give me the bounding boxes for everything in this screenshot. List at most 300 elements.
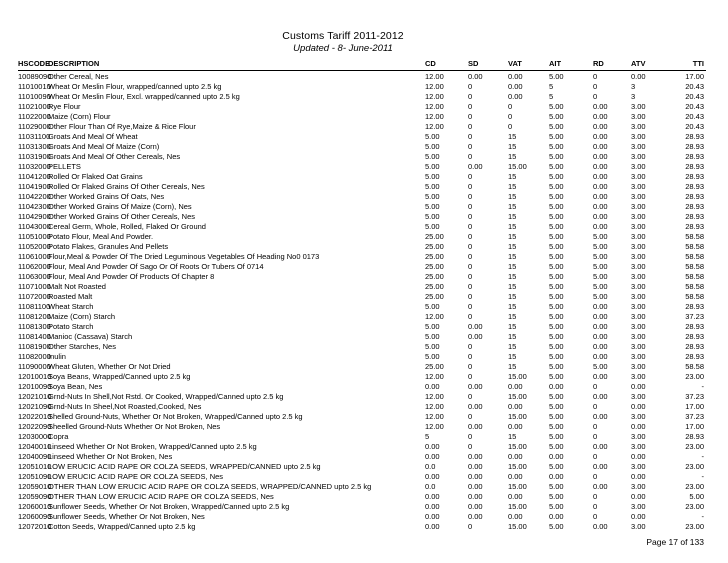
tti-cell: 5.00 bbox=[689, 492, 704, 501]
description-cell: Other Worked Grains Of Oats, Nes bbox=[48, 192, 165, 201]
description-cell: Sunflower Seeds, Whether Or Not Broken, Wrapped/Canned upto 2.5 kg bbox=[48, 502, 290, 511]
col-header-cd: CD bbox=[425, 58, 468, 71]
rd-cell: 0.00 bbox=[593, 412, 608, 421]
table-row bbox=[18, 492, 706, 502]
atv-cell: 3.00 bbox=[631, 322, 646, 331]
atv-cell: 0.00 bbox=[631, 492, 646, 501]
atv-cell: 3.00 bbox=[631, 362, 646, 371]
rd-cell: 0.00 bbox=[593, 142, 608, 151]
table-row bbox=[18, 422, 706, 432]
sd-cell: 0 bbox=[468, 522, 473, 531]
tti-cell: 28.93 bbox=[685, 142, 704, 151]
hscode-cell: 11042900 bbox=[18, 212, 51, 221]
hscode-cell: 11072000 bbox=[18, 292, 51, 301]
vat-cell: 15.00 bbox=[508, 392, 527, 401]
ait-cell: 5.00 bbox=[549, 332, 564, 341]
rd-cell: 0 bbox=[593, 82, 598, 91]
tariff-table-body bbox=[18, 71, 706, 533]
atv-cell: 3.00 bbox=[631, 192, 646, 201]
description-cell: Groats And Meal Of Other Cereals, Nes bbox=[48, 152, 181, 161]
hscode-cell: 11052000 bbox=[18, 242, 51, 251]
sd-cell: 0.00 bbox=[468, 462, 483, 471]
sd-cell: 0 bbox=[468, 312, 473, 321]
vat-cell: 15 bbox=[508, 182, 517, 191]
atv-cell: 3.00 bbox=[631, 152, 646, 161]
table-row bbox=[18, 212, 706, 222]
tti-cell: 28.93 bbox=[685, 222, 704, 231]
tti-cell: 28.93 bbox=[685, 352, 704, 361]
description-cell: Other Cereal, Nes bbox=[48, 72, 109, 81]
tti-cell: 58.58 bbox=[685, 362, 704, 371]
ait-cell: 5.00 bbox=[549, 492, 564, 501]
sd-cell: 0 bbox=[468, 262, 473, 271]
cd-cell: 5.00 bbox=[425, 132, 440, 141]
sd-cell: 0.00 bbox=[468, 382, 483, 391]
tti-cell: 58.58 bbox=[685, 232, 704, 241]
tti-cell: 23.00 bbox=[685, 502, 704, 511]
tti-cell: 58.58 bbox=[685, 282, 704, 291]
rd-cell: 0.00 bbox=[593, 172, 608, 181]
tti-cell: 58.58 bbox=[685, 252, 704, 261]
ait-cell: 5.00 bbox=[549, 152, 564, 161]
table-row bbox=[18, 302, 706, 312]
cd-cell: 0.00 bbox=[425, 492, 440, 501]
vat-cell: 15.00 bbox=[508, 522, 527, 531]
ait-cell: 5.00 bbox=[549, 162, 564, 171]
atv-cell: 3.00 bbox=[631, 342, 646, 351]
ait-cell: 5.00 bbox=[549, 342, 564, 351]
tti-cell: - bbox=[701, 512, 704, 521]
tti-cell: 28.93 bbox=[685, 132, 704, 141]
ait-cell: 5.00 bbox=[549, 352, 564, 361]
table-row bbox=[18, 502, 706, 512]
vat-cell: 15.00 bbox=[508, 412, 527, 421]
sd-cell: 0 bbox=[468, 352, 473, 361]
rd-cell: 0.00 bbox=[593, 132, 608, 141]
rd-cell: 0 bbox=[593, 92, 598, 101]
col-header-rd: RD bbox=[593, 58, 631, 71]
hscode-cell: 12059090 bbox=[18, 492, 52, 501]
sd-cell: 0 bbox=[468, 362, 473, 371]
vat-cell: 15.00 bbox=[508, 502, 527, 511]
table-row bbox=[18, 142, 706, 152]
ait-cell: 5.00 bbox=[549, 432, 564, 441]
sd-cell: 0 bbox=[468, 212, 473, 221]
cd-cell: 25.00 bbox=[425, 262, 444, 271]
hscode-cell: 11022000 bbox=[18, 112, 51, 121]
cd-cell: 5.00 bbox=[425, 192, 440, 201]
tti-cell: 23.00 bbox=[685, 372, 704, 381]
atv-cell: 3.00 bbox=[631, 182, 646, 191]
hscode-cell: 11071000 bbox=[18, 282, 51, 291]
atv-cell: 3 bbox=[631, 82, 636, 91]
tti-cell: 28.93 bbox=[685, 162, 704, 171]
cd-cell: 12.00 bbox=[425, 122, 444, 131]
tti-cell: 20.43 bbox=[685, 102, 704, 111]
sd-cell: 0 bbox=[468, 302, 473, 311]
tti-cell: 37.23 bbox=[685, 392, 704, 401]
table-row bbox=[18, 312, 706, 322]
atv-cell: 3.00 bbox=[631, 212, 646, 221]
hscode-cell: 12051090 bbox=[18, 472, 52, 481]
description-cell: Other Worked Grains Of Other Cereals, Nes bbox=[48, 212, 195, 221]
hscode-cell: 10089090 bbox=[18, 72, 52, 81]
cd-cell: 25.00 bbox=[425, 232, 444, 241]
tti-cell: 37.23 bbox=[685, 312, 704, 321]
atv-cell: 3.00 bbox=[631, 372, 646, 381]
ait-cell: 5.00 bbox=[549, 72, 564, 81]
sd-cell: 0.00 bbox=[468, 472, 483, 481]
vat-cell: 15 bbox=[508, 142, 517, 151]
atv-cell: 3.00 bbox=[631, 392, 646, 401]
vat-cell: 15.00 bbox=[508, 482, 527, 491]
description-cell: Rye Flour bbox=[48, 102, 81, 111]
cd-cell: 5.00 bbox=[425, 172, 440, 181]
ait-cell: 5.00 bbox=[549, 262, 564, 271]
atv-cell: 3.00 bbox=[631, 462, 646, 471]
hscode-cell: 11010090 bbox=[18, 92, 51, 101]
rd-cell: 0 bbox=[593, 422, 598, 431]
table-row bbox=[18, 292, 706, 302]
hscode-cell: 12040010 bbox=[18, 442, 52, 451]
vat-cell: 15.00 bbox=[508, 442, 527, 451]
ait-cell: 5.00 bbox=[549, 222, 564, 231]
table-row bbox=[18, 482, 706, 492]
table-row bbox=[18, 472, 706, 482]
description-cell: Maize (Corn) Flour bbox=[48, 112, 111, 121]
sd-cell: 0 bbox=[468, 252, 473, 261]
table-row bbox=[18, 232, 706, 242]
hscode-cell: 11031300 bbox=[18, 142, 51, 151]
tti-cell: 28.93 bbox=[685, 152, 704, 161]
hscode-cell: 11021000 bbox=[18, 102, 51, 111]
ait-cell: 5.00 bbox=[549, 462, 564, 471]
cd-cell: 12.00 bbox=[425, 372, 444, 381]
atv-cell: 3.00 bbox=[631, 272, 646, 281]
ait-cell: 5.00 bbox=[549, 272, 564, 281]
sd-cell: 0.00 bbox=[468, 402, 483, 411]
rd-cell: 0.00 bbox=[593, 312, 608, 321]
atv-cell: 3.00 bbox=[631, 112, 646, 121]
atv-cell: 3.00 bbox=[631, 252, 646, 261]
description-cell: Rolled Or Flaked Grains Of Other Cereals, Nes bbox=[48, 182, 205, 191]
cd-cell: 0.00 bbox=[425, 442, 440, 451]
rd-cell: 0.00 bbox=[593, 332, 608, 341]
col-header-tti: TTI bbox=[666, 58, 706, 71]
vat-cell: 0.00 bbox=[508, 492, 523, 501]
table-row bbox=[18, 262, 706, 272]
description-cell: Potato Flakes, Granules And Pellets bbox=[48, 242, 169, 251]
ait-cell: 0.00 bbox=[549, 512, 564, 521]
tti-cell: 28.93 bbox=[685, 192, 704, 201]
ait-cell: 5.00 bbox=[549, 522, 564, 531]
cd-cell: 5 bbox=[425, 432, 430, 441]
description-cell: Inulin bbox=[48, 352, 66, 361]
vat-cell: 0 bbox=[508, 122, 513, 131]
sd-cell: 0 bbox=[468, 272, 473, 281]
vat-cell: 0.00 bbox=[508, 82, 523, 91]
vat-cell: 0.00 bbox=[508, 72, 523, 81]
cd-cell: 5.00 bbox=[425, 342, 440, 351]
table-row bbox=[18, 172, 706, 182]
description-cell: Other Worked Grains Of Maize (Corn), Nes bbox=[48, 202, 192, 211]
page-subtitle: Updated - 8- June-2011 bbox=[293, 43, 393, 54]
vat-cell: 15 bbox=[508, 242, 517, 251]
atv-cell: 3.00 bbox=[631, 332, 646, 341]
cd-cell: 5.00 bbox=[425, 202, 440, 211]
tti-cell: 28.93 bbox=[685, 322, 704, 331]
tti-cell: 28.93 bbox=[685, 172, 704, 181]
vat-cell: 15 bbox=[508, 302, 517, 311]
hscode-cell: 12040090 bbox=[18, 452, 52, 461]
page-number: Page 17 of 133 bbox=[646, 537, 704, 547]
sd-cell: 0 bbox=[468, 132, 473, 141]
col-header-description: DESCRIPTION bbox=[48, 58, 425, 71]
hscode-cell: 11029000 bbox=[18, 122, 51, 131]
sd-cell: 0 bbox=[468, 342, 473, 351]
hscode-cell: 11081300 bbox=[18, 322, 51, 331]
rd-cell: 0.00 bbox=[593, 162, 608, 171]
sd-cell: 0.00 bbox=[468, 332, 483, 341]
atv-cell: 3.00 bbox=[631, 302, 646, 311]
table-row bbox=[18, 282, 706, 292]
rd-cell: 5.00 bbox=[593, 252, 608, 261]
col-header-hscode: HSCODE bbox=[18, 58, 48, 71]
table-header-row bbox=[18, 58, 706, 71]
description-cell: Other Starches, Nes bbox=[48, 342, 116, 351]
rd-cell: 0.00 bbox=[593, 322, 608, 331]
vat-cell: 0.00 bbox=[508, 452, 523, 461]
cd-cell: 25.00 bbox=[425, 252, 444, 261]
tti-cell: - bbox=[701, 472, 704, 481]
description-cell: OTHER THAN LOW ERUCIC ACID RAPE OR COLZA SEEDS, Nes bbox=[48, 492, 274, 501]
description-cell: Groats And Meal Of Maize (Corn) bbox=[48, 142, 160, 151]
rd-cell: 5.00 bbox=[593, 262, 608, 271]
vat-cell: 15 bbox=[508, 352, 517, 361]
sd-cell: 0 bbox=[468, 122, 473, 131]
rd-cell: 0.00 bbox=[593, 342, 608, 351]
vat-cell: 15 bbox=[508, 222, 517, 231]
ait-cell: 5.00 bbox=[549, 182, 564, 191]
description-cell: Wheat Or Meslin Flour, Excl. wrapped/canned upto 2.5 kg bbox=[48, 92, 240, 101]
sd-cell: 0 bbox=[468, 412, 473, 421]
vat-cell: 15 bbox=[508, 292, 517, 301]
table-row bbox=[18, 462, 706, 472]
vat-cell: 15 bbox=[508, 202, 517, 211]
hscode-cell: 11061000 bbox=[18, 252, 51, 261]
tti-cell: 20.43 bbox=[685, 92, 704, 101]
rd-cell: 0 bbox=[593, 502, 598, 511]
description-cell: Maize (Corn) Starch bbox=[48, 312, 116, 321]
cd-cell: 12.00 bbox=[425, 422, 444, 431]
description-cell: Potato Flour, Meal And Powder. bbox=[48, 232, 154, 241]
tti-cell: 23.00 bbox=[685, 482, 704, 491]
table-row bbox=[18, 92, 706, 102]
sd-cell: 0 bbox=[468, 202, 473, 211]
sd-cell: 0 bbox=[468, 102, 473, 111]
vat-cell: 15 bbox=[508, 262, 517, 271]
tti-cell: 28.93 bbox=[685, 302, 704, 311]
description-cell: Sunflower Seeds, Whether Or Not Broken, Nes bbox=[48, 512, 205, 521]
table-row bbox=[18, 71, 706, 83]
sd-cell: 0 bbox=[468, 282, 473, 291]
atv-cell: 3.00 bbox=[631, 312, 646, 321]
rd-cell: 0.00 bbox=[593, 212, 608, 221]
sd-cell: 0 bbox=[468, 432, 473, 441]
ait-cell: 0.00 bbox=[549, 452, 564, 461]
hscode-cell: 11042300 bbox=[18, 202, 51, 211]
sd-cell: 0 bbox=[468, 232, 473, 241]
hscode-cell: 12022010 bbox=[18, 412, 52, 421]
sd-cell: 0 bbox=[468, 82, 473, 91]
sd-cell: 0.00 bbox=[468, 162, 483, 171]
cd-cell: 12.00 bbox=[425, 312, 444, 321]
atv-cell: 3.00 bbox=[631, 352, 646, 361]
tti-cell: 23.00 bbox=[685, 462, 704, 471]
hscode-cell: 12051010 bbox=[18, 462, 52, 471]
vat-cell: 15.00 bbox=[508, 372, 527, 381]
table-row bbox=[18, 362, 706, 372]
description-cell: Rolled Or Flaked Oat Grains bbox=[48, 172, 143, 181]
tti-cell: 23.00 bbox=[685, 442, 704, 451]
description-cell: Grnd-Nuts In Sheel,Not Roasted,Cooked, Nes bbox=[48, 402, 202, 411]
cd-cell: 0.00 bbox=[425, 512, 440, 521]
atv-cell: 3.00 bbox=[631, 242, 646, 251]
cd-cell: 25.00 bbox=[425, 242, 444, 251]
rd-cell: 0.00 bbox=[593, 442, 608, 451]
hscode-cell: 12021090 bbox=[18, 402, 52, 411]
sd-cell: 0 bbox=[468, 192, 473, 201]
tti-cell: 28.93 bbox=[685, 342, 704, 351]
tti-cell: 28.93 bbox=[685, 332, 704, 341]
atv-cell: 3.00 bbox=[631, 522, 646, 531]
hscode-cell: 11051000 bbox=[18, 232, 51, 241]
tti-cell: 28.93 bbox=[685, 202, 704, 211]
hscode-cell: 12072010 bbox=[18, 522, 52, 531]
vat-cell: 15 bbox=[508, 232, 517, 241]
rd-cell: 0.00 bbox=[593, 522, 608, 531]
vat-cell: 0.00 bbox=[508, 512, 523, 521]
ait-cell: 5.00 bbox=[549, 102, 564, 111]
rd-cell: 0.00 bbox=[593, 462, 608, 471]
hscode-cell: 12060090 bbox=[18, 512, 52, 521]
hscode-cell: 11081400 bbox=[18, 332, 51, 341]
ait-cell: 5.00 bbox=[549, 372, 564, 381]
vat-cell: 15 bbox=[508, 212, 517, 221]
table-row bbox=[18, 392, 706, 402]
vat-cell: 15 bbox=[508, 172, 517, 181]
description-cell: Sheelled Ground-Nuts Whether Or Not Broken, Nes bbox=[48, 422, 221, 431]
vat-cell: 15 bbox=[508, 272, 517, 281]
cd-cell: 5.00 bbox=[425, 332, 440, 341]
page-title: Customs Tariff 2011-2012 bbox=[282, 30, 404, 42]
description-cell: Other Flour Than Of Rye,Maize & Rice Flour bbox=[48, 122, 196, 131]
ait-cell: 5 bbox=[549, 82, 554, 91]
hscode-cell: 11041900 bbox=[18, 182, 51, 191]
rd-cell: 5.00 bbox=[593, 272, 608, 281]
atv-cell: 0.00 bbox=[631, 452, 646, 461]
vat-cell: 0.00 bbox=[508, 382, 523, 391]
atv-cell: 3.00 bbox=[631, 282, 646, 291]
sd-cell: 0.00 bbox=[468, 422, 483, 431]
rd-cell: 5.00 bbox=[593, 232, 608, 241]
rd-cell: 0.00 bbox=[593, 122, 608, 131]
tti-cell: - bbox=[701, 382, 704, 391]
hscode-cell: 11082000 bbox=[18, 352, 51, 361]
sd-cell: 0 bbox=[468, 182, 473, 191]
hscode-cell: 12021010 bbox=[18, 392, 52, 401]
description-cell: PELLETS bbox=[48, 162, 81, 171]
cd-cell: 12.00 bbox=[425, 402, 444, 411]
description-cell: Cotton Seeds, Wrapped/Canned upto 2.5 kg bbox=[48, 522, 196, 531]
rd-cell: 0.00 bbox=[593, 372, 608, 381]
atv-cell: 3.00 bbox=[631, 162, 646, 171]
table-row bbox=[18, 112, 706, 122]
rd-cell: 0.00 bbox=[593, 152, 608, 161]
cd-cell: 25.00 bbox=[425, 292, 444, 301]
table-row bbox=[18, 332, 706, 342]
hscode-cell: 11090000 bbox=[18, 362, 51, 371]
rd-cell: 5.00 bbox=[593, 362, 608, 371]
ait-cell: 5.00 bbox=[549, 392, 564, 401]
sd-cell: 0 bbox=[468, 172, 473, 181]
col-header-vat: VAT bbox=[508, 58, 549, 71]
hscode-cell: 12010090 bbox=[18, 382, 52, 391]
ait-cell: 5.00 bbox=[549, 422, 564, 431]
cd-cell: 0.00 bbox=[425, 472, 440, 481]
ait-cell: 5.00 bbox=[549, 442, 564, 451]
vat-cell: 15 bbox=[508, 362, 517, 371]
atv-cell: 3.00 bbox=[631, 292, 646, 301]
rd-cell: 0.00 bbox=[593, 192, 608, 201]
ait-cell: 0.00 bbox=[549, 472, 564, 481]
sd-cell: 0 bbox=[468, 142, 473, 151]
vat-cell: 15 bbox=[508, 432, 517, 441]
cd-cell: 12.00 bbox=[425, 112, 444, 121]
ait-cell: 5.00 bbox=[549, 312, 564, 321]
table-row bbox=[18, 442, 706, 452]
vat-cell: 15 bbox=[508, 192, 517, 201]
table-row bbox=[18, 222, 706, 232]
sd-cell: 0 bbox=[468, 392, 473, 401]
table-row bbox=[18, 432, 706, 442]
rd-cell: 0.00 bbox=[593, 202, 608, 211]
ait-cell: 5.00 bbox=[549, 212, 564, 221]
ait-cell: 5.00 bbox=[549, 322, 564, 331]
tti-cell: 28.93 bbox=[685, 212, 704, 221]
cd-cell: 5.00 bbox=[425, 142, 440, 151]
vat-cell: 15 bbox=[508, 282, 517, 291]
ait-cell: 5.00 bbox=[549, 142, 564, 151]
atv-cell: 3.00 bbox=[631, 172, 646, 181]
rd-cell: 5.00 bbox=[593, 242, 608, 251]
sd-cell: 0.00 bbox=[468, 72, 483, 81]
rd-cell: 0.00 bbox=[593, 222, 608, 231]
tti-cell: 58.58 bbox=[685, 272, 704, 281]
tti-cell: 20.43 bbox=[685, 82, 704, 91]
description-cell: Flour,Meal & Powder Of The Dried Leguminous Vegetables Of Heading No0 0173 bbox=[48, 252, 320, 261]
description-cell: LOW ERUCIC ACID RAPE OR COLZA SEEDS, Nes bbox=[48, 472, 224, 481]
sd-cell: 0.00 bbox=[468, 492, 483, 501]
col-header-ait: AIT bbox=[549, 58, 593, 71]
table-row bbox=[18, 522, 706, 532]
atv-cell: 3 bbox=[631, 92, 636, 101]
table-row bbox=[18, 372, 706, 382]
atv-cell: 3.00 bbox=[631, 222, 646, 231]
vat-cell: 0.00 bbox=[508, 402, 523, 411]
description-cell: Shelled Ground-Nuts, Whether Or Not Broken, Wrapped/Canned upto 2.5 kg bbox=[48, 412, 303, 421]
rd-cell: 0 bbox=[593, 492, 598, 501]
